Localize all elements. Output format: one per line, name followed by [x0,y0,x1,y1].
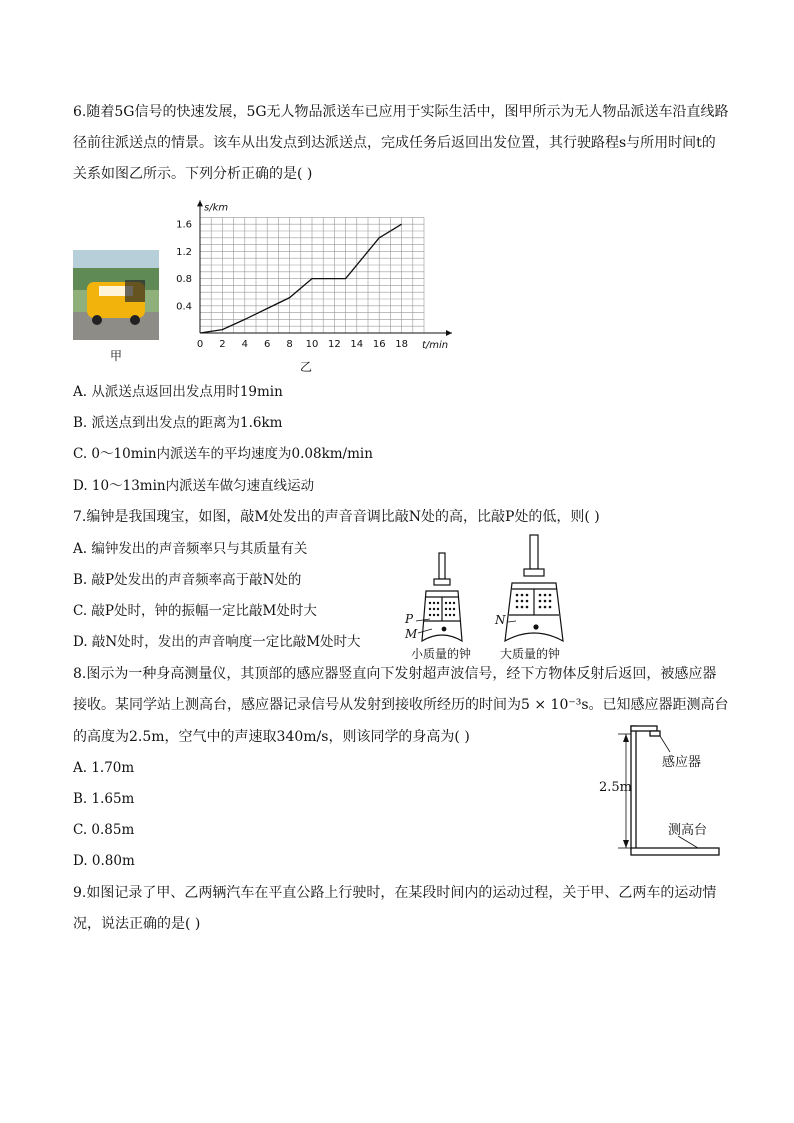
x-tick-label: 0 [196,339,204,350]
q7-option-c: C. 敲P处时，钟的振幅一定比敲M处时大 [73,603,317,619]
y-tick-label: 0.8 [176,274,192,286]
bell-label-n: N [495,613,506,627]
graph-caption: 乙 [300,360,313,374]
x-tick-label: 12 [328,339,341,350]
large-bell-caption: 大质量的钟 [500,647,561,661]
q6-option-d: D. 10～13min内派送车做匀速直线运动 [73,478,315,494]
q7-option-b: B. 敲P处发出的声音频率高于敲N处的 [73,572,302,588]
s-t-graph [170,195,480,360]
q8-stem-line1: 8.图示为一种身高测量仪，其顶部的感应器竖直向下发射超声波信号，经下方物体反射后返回，被感应器 [73,666,717,682]
q8-option-b: B. 1.65m [73,791,135,807]
y-axis-arrow [197,200,203,206]
q6-option-a: A. 从派送点返回出发点用时19min [73,384,283,400]
x-tick-label: 10 [305,339,319,350]
q8-stem-line2: 接收。某同学站上测高台，感应器记录信号从发射到接收所经历的时间为5 × 10⁻³s。已知感应器距测高台 [73,697,729,713]
q9-stem-line1: 9.如图记录了甲、乙两辆汽车在平直公路上行驶时，在某段时间内的运动过程，关于甲、乙两车的运动情 [73,885,717,901]
x-tick-label: 16 [372,339,386,350]
q8-option-a: A. 1.70m [73,760,135,776]
x-tick-label: 18 [395,339,408,350]
y-axis-label: s/km [204,202,229,214]
q6-stem-line3: 关系如图乙所示。下列分析正确的是( ) [73,166,313,182]
bells-figure [400,533,580,643]
x-tick-label: 6 [264,339,271,350]
bell-label-m: M [405,627,418,641]
sensor-label: 感应器 [662,755,702,770]
q6-stem-line2: 径前往派送点的情景。该车从出发点到达派送点，完成任务后返回出发位置，其行驶路程s与所用时间t的 [73,135,716,151]
q7-stem: 7.编钟是我国瑰宝，如图，敲M处发出的声音音调比敲N处的高，比敲P处的低，则( ) [73,509,600,525]
platform-label: 测高台 [668,823,708,838]
x-tick-label: 8 [286,339,293,350]
q6-option-b: B. 派送点到出发点的距离为1.6km [73,415,283,431]
delivery-vehicle-photo [73,250,159,340]
q9-stem-line2: 况，说法正确的是( ) [73,916,201,932]
q8-option-d: D. 0.80m [73,853,135,869]
q8-stem-line3: 的高度为2.5m，空气中的声速取340m/s，则该同学的身高为( ) [73,729,470,745]
y-tick-label: 1.2 [176,246,192,258]
x-tick-label: 14 [350,339,364,350]
x-axis-arrow [446,330,452,336]
y-tick-label: 1.6 [176,219,192,231]
photo-caption: 甲 [110,349,123,363]
q6-stem-line1: 6.随着5G信号的快速发展，5G无人物品派送车已应用于实际生活中，图甲所示为无人物品派送车沿直线路 [73,104,729,120]
large-bell [505,535,563,641]
q7-option-a: A. 编钟发出的声音频率只与其质量有关 [73,541,308,557]
q6-option-c: C. 0～10min内派送车的平均速度为0.08km/min [73,446,373,462]
q7-option-d: D. 敲N处时，发出的声音响度一定比敲M处时大 [73,634,361,650]
x-axis-label: t/min [422,340,449,351]
small-bell-caption: 小质量的钟 [411,647,472,661]
small-bell [422,553,462,641]
height-label: 2.5m [599,780,633,795]
x-tick-label: 4 [241,339,248,350]
y-tick-label: 0.4 [176,301,192,313]
bell-label-p: P [405,612,414,626]
x-tick-label: 2 [219,339,226,350]
q8-option-c: C. 0.85m [73,822,135,838]
